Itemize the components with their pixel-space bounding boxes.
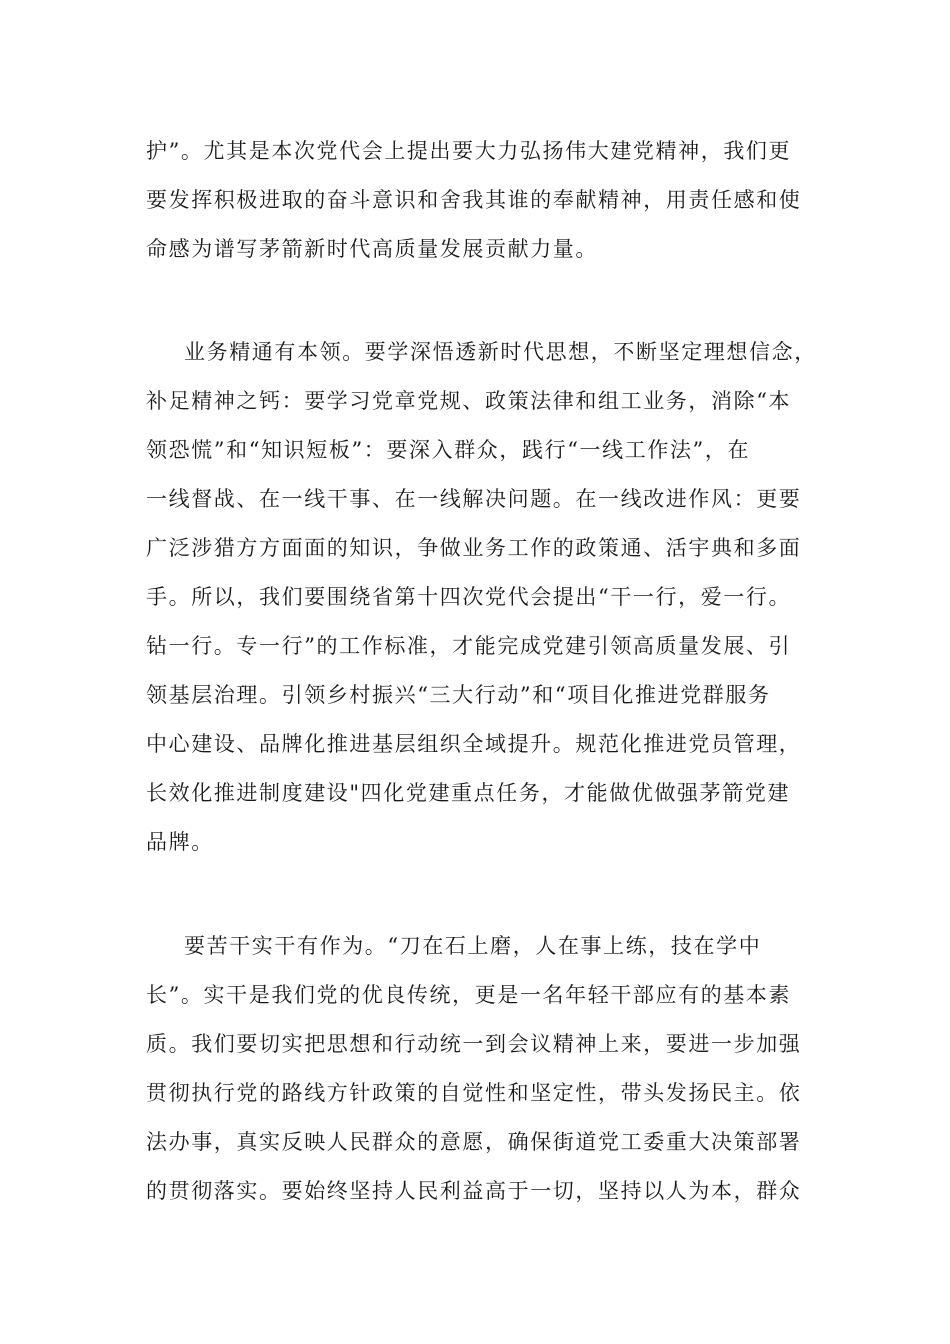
paragraph-1-line-2: 要发挥积极进取的奋斗意识和舍我其谁的奉献精神，用责任感和使 bbox=[146, 188, 802, 212]
paragraph-3-line-3: 质。我们要切实把思想和行动统一到会议精神上来，要进一步加强 bbox=[146, 1032, 802, 1056]
paragraph-2-line-7: 钻一行。专一行”的工作标准，才能完成党建引领高质量发展、引 bbox=[146, 634, 792, 658]
paragraph-2-line-1: 业务精通有本领。要学深悟透新时代思想，不断坚定理想信念， bbox=[184, 340, 817, 364]
paragraph-3-line-4: 贯彻执行党的路线方针政策的自觉性和坚定性，带头发扬民主。依 bbox=[146, 1081, 802, 1105]
paragraph-2-line-6: 手。所以，我们要围绕省第十四次党代会提出“干一行，爱一行。 bbox=[146, 585, 792, 609]
paragraph-2-line-8: 领基层治理。引领乡村振兴“三大行动”和“项目化推进党群服务 bbox=[146, 683, 771, 707]
paragraph-2-line-4: 一线督战、在一线干事、在一线解决问题。在一线改进作风：更要 bbox=[146, 487, 802, 511]
paragraph-3-line-5: 法办事，真实反映人民群众的意愿，确保街道党工委重大决策部署 bbox=[146, 1130, 802, 1154]
paragraph-3-line-6: 的贯彻落实。要始终坚持人民利益高于一切，坚持以人为本，群众 bbox=[146, 1179, 802, 1203]
paragraph-3-line-1: 要苦干实干有作为。“刀在石上磨，人在事上练，技在学中 bbox=[184, 934, 762, 958]
paragraph-2-line-9: 中心建设、品牌化推进基层组织全域提升。规范化推进党员管理， bbox=[146, 732, 802, 756]
paragraph-2-line-5: 广泛涉猎方方面面的知识，争做业务工作的政策通、活宇典和多面 bbox=[146, 536, 802, 560]
paragraph-2-line-3: 领恐慌”和“知识短板”：要深入群众，践行“一线工作法”，在 bbox=[146, 438, 751, 462]
paragraph-1-line-3: 命感为谱写茅箭新时代高质量发展贡献力量。 bbox=[146, 237, 598, 261]
paragraph-2-line-2: 补足精神之钙：要学习党章党规、政策法律和组工业务，消除“本 bbox=[146, 389, 792, 413]
paragraph-1-line-1: 护”。尤其是本次党代会上提出要大力弘扬伟大建党精神，我们更 bbox=[146, 139, 792, 163]
paragraph-3-line-2: 长”。实干是我们党的优良传统，更是一名年轻干部应有的基本素 bbox=[146, 983, 792, 1007]
paragraph-2-line-11: 品牌。 bbox=[146, 830, 214, 854]
paragraph-2-line-10: 长效化推进制度建设"四化党建重点任务，才能做优做强茅箭党建 bbox=[146, 781, 791, 805]
